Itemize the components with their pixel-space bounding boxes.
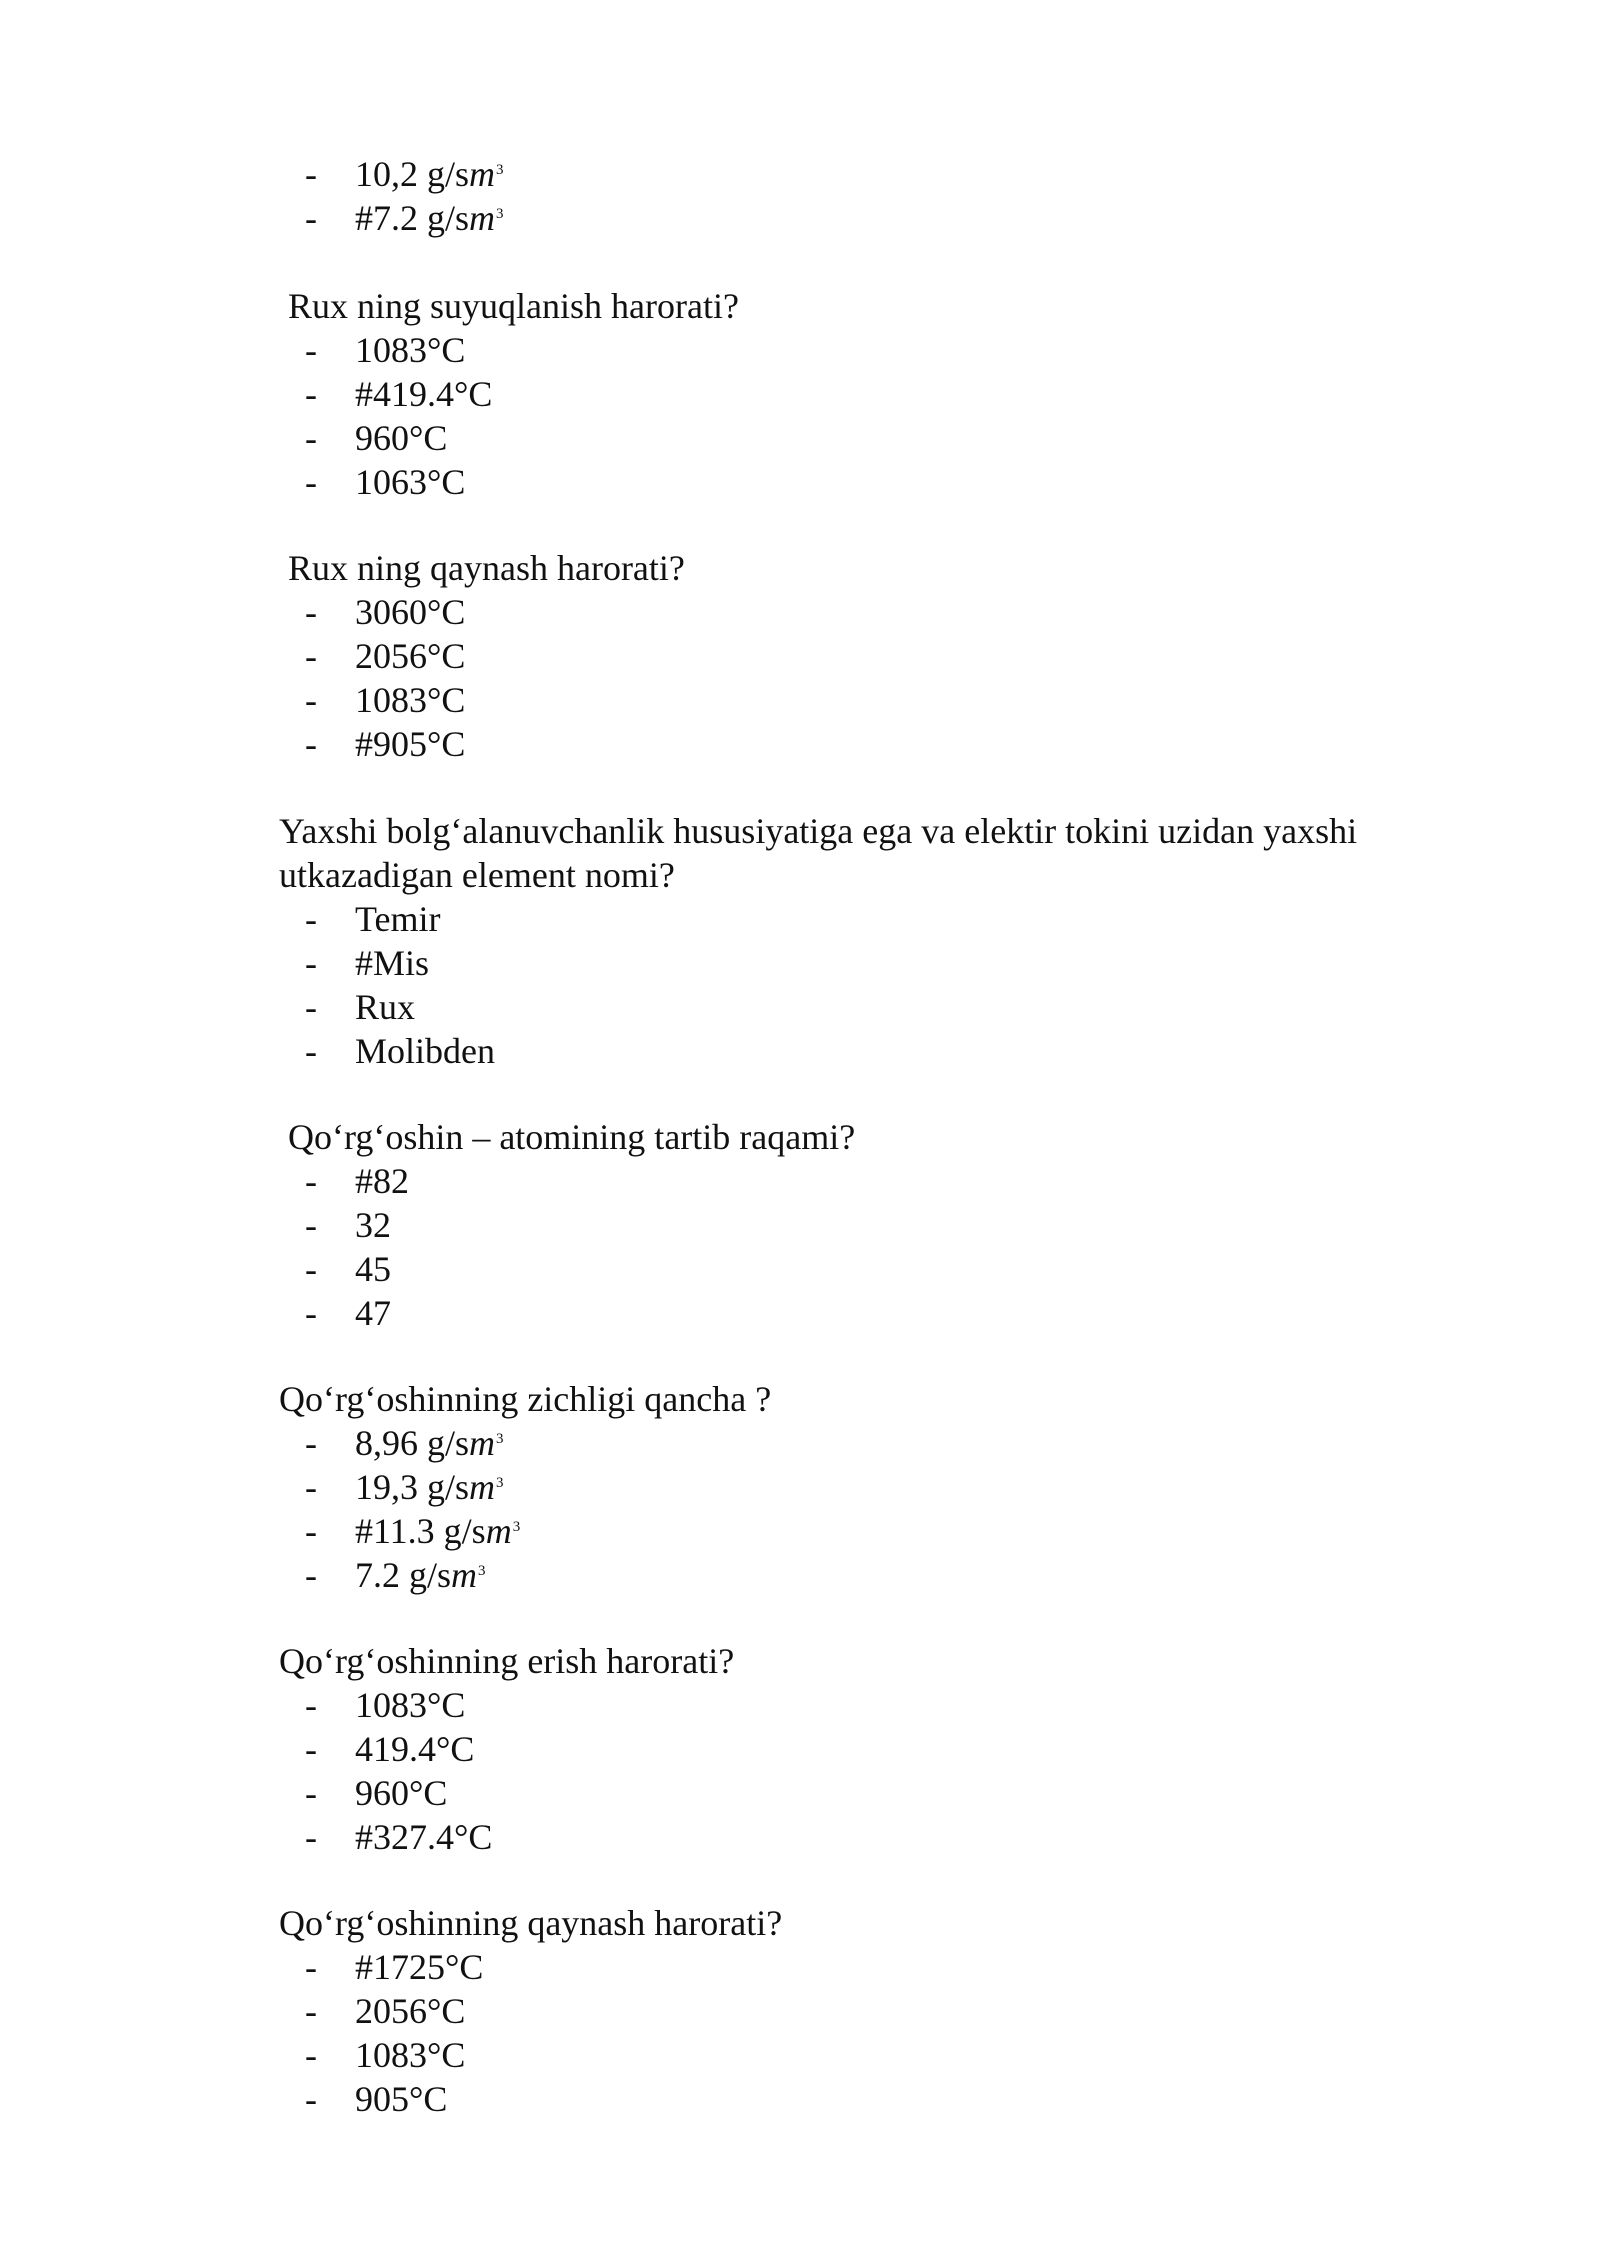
option-dash: - bbox=[305, 592, 317, 632]
option-dash: - bbox=[305, 1249, 317, 1289]
question-text: Qo‘rg‘oshin – atomining tartib raqami? bbox=[288, 1117, 856, 1157]
option-text: 1083°C bbox=[355, 1685, 466, 1725]
option-dash: - bbox=[305, 1293, 317, 1333]
option-text bbox=[355, 196, 504, 240]
option-dash: - bbox=[305, 374, 317, 414]
answer-option bbox=[305, 1771, 1479, 1815]
option-text: 1083°C bbox=[355, 330, 466, 370]
answer-option bbox=[305, 1553, 1479, 1597]
option-text: 2056°C bbox=[355, 1991, 466, 2031]
option-text bbox=[355, 1553, 486, 1597]
option-dash: - bbox=[305, 2035, 317, 2075]
option-dash: - bbox=[305, 1205, 317, 1245]
option-dash: - bbox=[305, 724, 317, 764]
option-value: 7.2 bbox=[355, 1555, 400, 1595]
option-dash: - bbox=[305, 2079, 317, 2119]
answer-option bbox=[305, 985, 1479, 1029]
unit-m: m bbox=[469, 154, 496, 194]
question-text: Rux ning suyuqlanish harorati? bbox=[288, 286, 739, 326]
unit-exponent: 3 bbox=[496, 1475, 504, 1491]
option-dash: - bbox=[305, 1511, 317, 1551]
answer-option bbox=[305, 1465, 1479, 1509]
option-text: 960°C bbox=[355, 418, 448, 458]
option-value: 8,96 bbox=[355, 1423, 418, 1463]
question-text: Qo‘rg‘oshinning qaynash harorati? bbox=[279, 1903, 783, 1943]
option-text bbox=[355, 1465, 504, 1509]
unit-prefix: g/s bbox=[409, 1555, 452, 1595]
unit-exponent: 3 bbox=[496, 206, 504, 222]
option-dash: - bbox=[305, 330, 317, 370]
answer-option bbox=[305, 2033, 1479, 2077]
option-text: 45 bbox=[355, 1249, 391, 1289]
option-dash: - bbox=[305, 198, 317, 238]
option-text: #905°C bbox=[355, 724, 466, 764]
answer-option bbox=[305, 1421, 1479, 1465]
option-dash: - bbox=[305, 1991, 317, 2031]
option-dash: - bbox=[305, 1685, 317, 1725]
option-value: 10,2 bbox=[355, 154, 418, 194]
answer-option bbox=[305, 590, 1488, 634]
answer-option bbox=[305, 1945, 1479, 1989]
option-text: #1725°C bbox=[355, 1947, 484, 1987]
answer-option bbox=[305, 152, 1505, 196]
unit-prefix: g/s bbox=[443, 1511, 486, 1551]
unit-m: m bbox=[485, 1511, 512, 1551]
unit-m: m bbox=[469, 1467, 496, 1507]
unit-m: m bbox=[451, 1555, 478, 1595]
option-text: Molibden bbox=[355, 1031, 495, 1071]
question-text: Qo‘rg‘oshinning erish harorati? bbox=[279, 1641, 735, 1681]
option-dash: - bbox=[305, 1817, 317, 1857]
option-dash: - bbox=[305, 636, 317, 676]
answer-option bbox=[305, 678, 1488, 722]
option-value: 19,3 bbox=[355, 1467, 418, 1507]
option-dash: - bbox=[305, 462, 317, 502]
option-text: 905°C bbox=[355, 2079, 448, 2119]
answer-option bbox=[305, 2077, 1479, 2121]
question-block bbox=[288, 1115, 1488, 1335]
option-text: 1083°C bbox=[355, 680, 466, 720]
answer-option bbox=[305, 1727, 1479, 1771]
answer-option bbox=[305, 1159, 1488, 1203]
option-text: Rux bbox=[355, 987, 416, 1027]
answer-option bbox=[305, 1203, 1488, 1247]
answer-option bbox=[305, 722, 1488, 766]
option-text: #82 bbox=[355, 1161, 409, 1201]
answer-option bbox=[305, 416, 1488, 460]
option-text: #327.4°C bbox=[355, 1817, 493, 1857]
answer-option bbox=[305, 941, 1479, 985]
unit-prefix: g/s bbox=[427, 154, 470, 194]
option-dash: - bbox=[305, 154, 317, 194]
option-dash: - bbox=[305, 943, 317, 983]
question-block bbox=[279, 809, 1479, 1073]
answer-option bbox=[305, 328, 1488, 372]
question-block bbox=[288, 546, 1488, 766]
unit-m: m bbox=[469, 1423, 496, 1463]
option-value: #11.3 bbox=[355, 1511, 435, 1551]
question-text: Rux ning qaynash harorati? bbox=[288, 548, 685, 588]
answer-option bbox=[305, 1815, 1479, 1859]
option-dash: - bbox=[305, 987, 317, 1027]
option-text bbox=[355, 1421, 504, 1465]
answer-option bbox=[305, 1509, 1479, 1553]
question-block bbox=[279, 1639, 1479, 1859]
unit-m: m bbox=[469, 198, 496, 238]
unit-prefix: g/s bbox=[427, 1423, 470, 1463]
question-block bbox=[279, 1377, 1479, 1597]
option-text: 960°C bbox=[355, 1773, 448, 1813]
option-text bbox=[355, 1509, 520, 1553]
option-dash: - bbox=[305, 1467, 317, 1507]
option-dash: - bbox=[305, 1423, 317, 1463]
option-dash: - bbox=[305, 1947, 317, 1987]
option-dash: - bbox=[305, 1555, 317, 1595]
option-text: #Mis bbox=[355, 943, 430, 983]
unit-exponent: 3 bbox=[512, 1519, 521, 1535]
unit-prefix: g/s bbox=[427, 1467, 470, 1507]
option-dash: - bbox=[305, 1161, 317, 1201]
option-text: 1063°C bbox=[355, 462, 466, 502]
question-block bbox=[279, 1901, 1479, 2121]
option-text: 3060°C bbox=[355, 592, 466, 632]
answer-option bbox=[305, 634, 1488, 678]
option-text: Temir bbox=[355, 899, 441, 939]
answer-option bbox=[305, 460, 1488, 504]
answer-option bbox=[305, 897, 1479, 941]
answer-option bbox=[305, 1029, 1479, 1073]
option-dash: - bbox=[305, 680, 317, 720]
option-text: 32 bbox=[355, 1205, 391, 1245]
answer-option bbox=[305, 196, 1505, 240]
option-text: #419.4°C bbox=[355, 374, 493, 414]
option-text: 419.4°C bbox=[355, 1729, 475, 1769]
unit-exponent: 3 bbox=[496, 1431, 504, 1447]
unit-exponent: 3 bbox=[496, 162, 504, 178]
unit-exponent: 3 bbox=[478, 1563, 486, 1579]
answer-option bbox=[305, 1683, 1479, 1727]
option-dash: - bbox=[305, 1031, 317, 1071]
option-text: 47 bbox=[355, 1293, 391, 1333]
answer-option bbox=[305, 1291, 1488, 1335]
option-dash: - bbox=[305, 899, 317, 939]
option-value: #7.2 bbox=[355, 198, 418, 238]
option-dash: - bbox=[305, 1729, 317, 1769]
answer-option bbox=[305, 372, 1488, 416]
unit-prefix: g/s bbox=[427, 198, 470, 238]
answer-option bbox=[305, 1989, 1479, 2033]
option-text: 1083°C bbox=[355, 2035, 466, 2075]
question-block bbox=[288, 284, 1488, 504]
option-text bbox=[355, 152, 504, 196]
option-text: 2056°C bbox=[355, 636, 466, 676]
density-options-block bbox=[305, 152, 1505, 240]
question-text: Qo‘rg‘oshinning zichligi qancha ? bbox=[279, 1379, 772, 1419]
option-dash: - bbox=[305, 418, 317, 458]
question-text: Yaxshi bolg‘alanuvchanlik hususiyatiga ega va elektir tokini uzidan yaxshi utkazadigan element nomi? bbox=[279, 811, 1358, 895]
answer-option bbox=[305, 1247, 1488, 1291]
option-dash: - bbox=[305, 1773, 317, 1813]
